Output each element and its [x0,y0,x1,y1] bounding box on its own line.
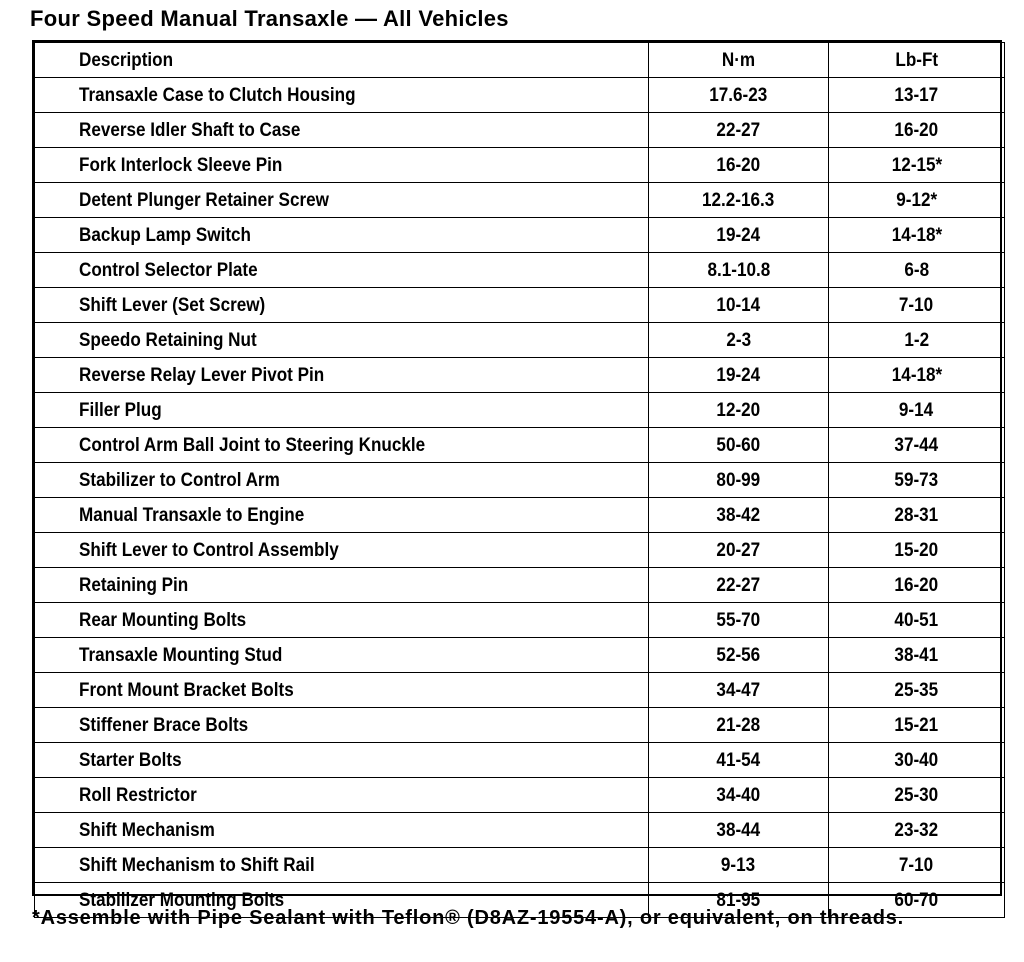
lbft-value: 6-8 [904,259,929,281]
lbft-cell [829,323,1005,358]
page-title: Four Speed Manual Transaxle — All Vehicles [30,6,509,31]
description-text: Shift Lever to Control Assembly [79,539,339,561]
description-cell [35,218,649,253]
description-text: Stabilizer to Control Arm [79,469,280,491]
description-cell [35,813,649,848]
table-row [35,463,1005,498]
lbft-value: 12-15* [891,154,942,176]
lbft-value: 37-44 [894,434,939,456]
nm-cell [649,183,829,218]
description-cell [35,708,649,743]
description-text: Roll Restrictor [79,784,197,806]
nm-cell [649,148,829,183]
lbft-value: 14-18* [891,364,942,386]
lbft-value: 25-35 [894,679,939,701]
lbft-value: 9-14 [899,399,934,421]
lbft-cell [829,78,1005,113]
description-cell [35,393,649,428]
nm-cell [649,568,829,603]
nm-value: 12-20 [716,399,761,421]
nm-value: 22-27 [716,119,761,141]
nm-value: 19-24 [716,364,761,386]
lbft-value: 7-10 [899,294,934,316]
nm-value: 22-27 [716,574,761,596]
nm-value: 41-54 [716,749,761,771]
lbft-value: 15-20 [894,539,939,561]
description-text: Stabilizer Mounting Bolts [79,889,285,911]
description-text: Detent Plunger Retainer Screw [79,189,329,211]
nm-value: 10-14 [716,294,761,316]
lbft-cell [829,673,1005,708]
description-cell [35,568,649,603]
table-row [35,708,1005,743]
description-cell [35,78,649,113]
description-cell [35,463,649,498]
description-text: Shift Lever (Set Screw) [79,294,266,316]
table-row [35,603,1005,638]
table-row [35,218,1005,253]
description-cell [35,638,649,673]
nm-value: 8.1-10.8 [707,259,770,281]
description-text: Rear Mounting Bolts [79,609,247,631]
lbft-value: 15-21 [894,714,939,736]
table-row [35,358,1005,393]
nm-cell [649,708,829,743]
lbft-value: 7-10 [899,854,934,876]
nm-cell [649,253,829,288]
description-text: Transaxle Case to Clutch Housing [79,84,356,106]
lbft-cell [829,463,1005,498]
description-cell [35,743,649,778]
nm-cell [649,393,829,428]
nm-cell [649,323,829,358]
lbft-cell [829,743,1005,778]
lbft-value: 16-20 [894,574,939,596]
description-cell [35,358,649,393]
nm-value: 55-70 [716,609,761,631]
table-row [35,848,1005,883]
lbft-value: 59-73 [894,469,939,491]
nm-cell [649,218,829,253]
description-cell [35,498,649,533]
lbft-value: 9-12* [896,189,937,211]
table-row [35,428,1005,463]
lbft-value: 30-40 [894,749,939,771]
nm-value: 9-13 [721,854,756,876]
nm-value: 17.6-23 [709,84,768,106]
lbft-cell [829,708,1005,743]
lbft-cell [829,288,1005,323]
description-cell [35,253,649,288]
lbft-value: 40-51 [894,609,939,631]
nm-cell [649,78,829,113]
description-cell [35,778,649,813]
nm-value: 50-60 [716,434,761,456]
description-cell [35,148,649,183]
description-cell [35,603,649,638]
footnote: *Assemble with Pipe Sealant with Teflon® (D8AZ-19554-A), or equivalent, on threads. [32,907,905,929]
nm-cell [649,673,829,708]
nm-cell [649,603,829,638]
lbft-value: 60-70 [894,889,939,911]
description-text: Transaxle Mounting Stud [79,644,283,666]
lbft-cell [829,113,1005,148]
description-text: Filler Plug [79,399,162,421]
nm-cell [649,813,829,848]
nm-value: 16-20 [716,154,761,176]
table-row [35,638,1005,673]
lbft-value: 1-2 [904,329,929,351]
description-cell [35,288,649,323]
nm-value: 34-47 [716,679,761,701]
table-row [35,673,1005,708]
lbft-cell [829,848,1005,883]
description-text: Control Selector Plate [79,259,258,281]
lbft-cell [829,533,1005,568]
torque-table [34,42,1005,918]
table-row [35,183,1005,218]
lbft-cell [829,638,1005,673]
nm-value: 80-99 [716,469,761,491]
table-row [35,148,1005,183]
description-text: Fork Interlock Sleeve Pin [79,154,283,176]
description-text: Shift Mechanism to Shift Rail [79,854,315,876]
nm-value: 21-28 [716,714,761,736]
description-cell [35,848,649,883]
nm-cell [649,638,829,673]
table-row [35,288,1005,323]
description-cell [35,113,649,148]
description-text: Speedo Retaining Nut [79,329,257,351]
lbft-value: 25-30 [894,784,939,806]
description-text: Retaining Pin [79,574,189,596]
torque-spec-table [32,40,1002,911]
lbft-cell [829,253,1005,288]
nm-value: 38-44 [716,819,761,841]
nm-value: 52-56 [716,644,761,666]
table-row [35,568,1005,603]
nm-cell [649,428,829,463]
lbft-cell [829,778,1005,813]
nm-cell [649,288,829,323]
column-header-nm [649,43,829,78]
column-header-nm-label: N·m [721,49,756,71]
lbft-cell [829,183,1005,218]
nm-cell [649,113,829,148]
column-header-description [35,43,649,78]
table-row [35,393,1005,428]
nm-cell [649,358,829,393]
description-cell [35,183,649,218]
nm-cell [649,848,829,883]
nm-value: 2-3 [726,329,751,351]
table-row [35,113,1005,148]
column-header-description-label: Description [79,49,174,71]
nm-cell [649,463,829,498]
nm-value: 12.2-16.3 [702,189,775,211]
table-row [35,778,1005,813]
lbft-value: 23-32 [894,819,939,841]
description-text: Reverse Relay Lever Pivot Pin [79,364,325,386]
description-text: Reverse Idler Shaft to Case [79,119,301,141]
nm-value: 81-95 [716,889,761,911]
nm-cell [649,533,829,568]
description-text: Manual Transaxle to Engine [79,504,305,526]
table-row [35,533,1005,568]
description-text: Stiffener Brace Bolts [79,714,249,736]
description-cell [35,673,649,708]
column-header-lbft-label: Lb-Ft [895,49,938,71]
lbft-cell [829,358,1005,393]
table-header-row [35,43,1005,78]
lbft-cell [829,498,1005,533]
description-text: Backup Lamp Switch [79,224,251,246]
lbft-cell [829,568,1005,603]
lbft-cell [829,603,1005,638]
table-row [35,813,1005,848]
description-cell [35,428,649,463]
description-text: Shift Mechanism [79,819,215,841]
nm-cell [649,778,829,813]
nm-value: 34-40 [716,784,761,806]
lbft-cell [829,218,1005,253]
description-cell [35,533,649,568]
lbft-value: 13-17 [894,84,939,106]
nm-value: 38-42 [716,504,761,526]
nm-value: 20-27 [716,539,761,561]
description-text: Starter Bolts [79,749,182,771]
lbft-value: 14-18* [891,224,942,246]
column-header-lbft [829,43,1005,78]
table-row [35,498,1005,533]
lbft-value: 28-31 [894,504,939,526]
lbft-value: 38-41 [894,644,939,666]
table-row [35,253,1005,288]
lbft-cell [829,813,1005,848]
lbft-cell [829,148,1005,183]
table-body [35,78,1005,918]
lbft-value: 16-20 [894,119,939,141]
lbft-cell [829,393,1005,428]
nm-cell [649,498,829,533]
lbft-cell [829,428,1005,463]
table-row [35,743,1005,778]
table-row [35,78,1005,113]
description-cell [35,323,649,358]
description-text: Control Arm Ball Joint to Steering Knuckle [79,434,426,456]
nm-value: 19-24 [716,224,761,246]
table-row [35,323,1005,358]
description-text: Front Mount Bracket Bolts [79,679,294,701]
nm-cell [649,743,829,778]
